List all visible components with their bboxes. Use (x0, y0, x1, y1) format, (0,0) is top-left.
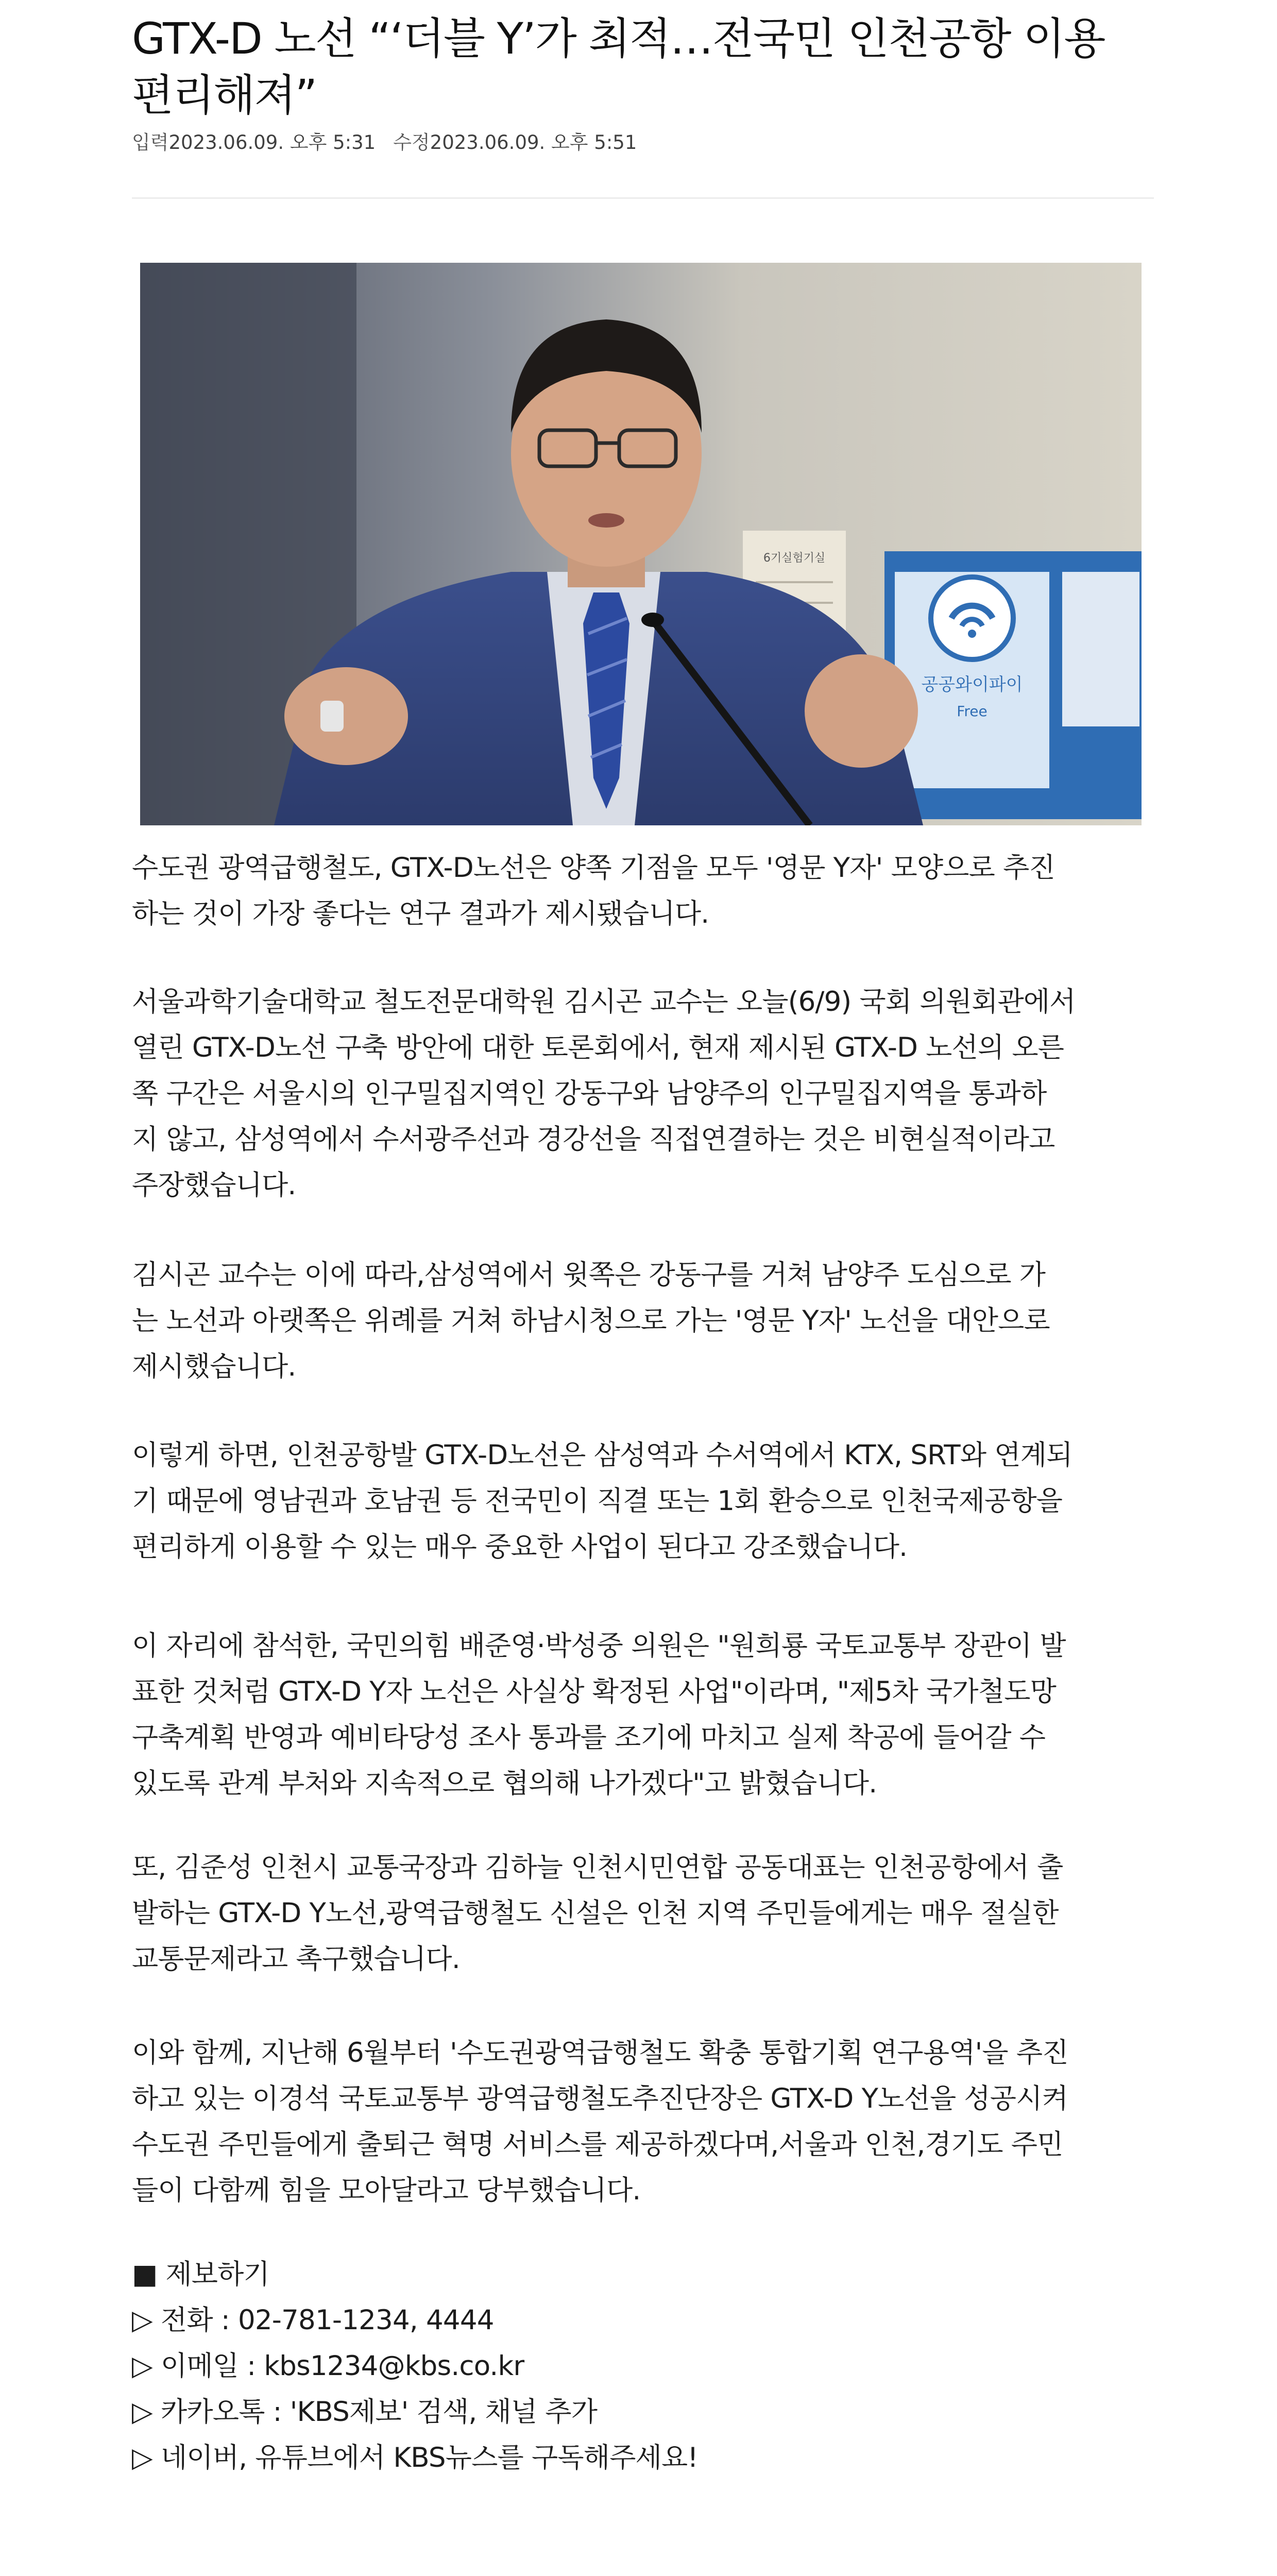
tips-heading: ■ 제보하기 (132, 2259, 269, 2290)
article-paragraph (132, 1623, 1154, 1806)
paragraph-line: 또, 김준성 인천시 교통국장과 김하늘 인천시민연합 공동대표는 인천공항에서 출 (132, 1852, 1063, 1883)
article-paragraph (132, 1252, 1154, 1389)
paragraph-line: 이렇게 하면, 인천공항발 GTX-D노선은 삼성역과 수서역에서 KTX, SRT와 연계되 (132, 1439, 1072, 1471)
tips-phone: ▷ 전화 : 02-781-1234, 4444 (132, 2304, 494, 2336)
poster-text: 공공와이파이 (921, 674, 1023, 695)
paragraph-line: 주장했습니다. (132, 1170, 296, 1201)
modified-date: 2023.06.09. 오후 5:51 (430, 131, 637, 154)
paragraph-line: 김시곤 교수는 이에 따라,삼성역에서 윗쪽은 강동구를 거쳐 남양주 도심으로 가 (132, 1259, 1046, 1291)
paragraph-line: 이 자리에 참석한, 국민의힘 배준영·박성중 의원은 "원희룡 국토교통부 장관이 발 (132, 1630, 1066, 1662)
wall-sign-text: 6기실험기실 (763, 552, 826, 565)
paragraph-line: 들이 다함께 힘을 모아달라고 당부했습니다. (132, 2175, 641, 2206)
paragraph-line: 제시했습니다. (132, 1351, 296, 1382)
paragraph-line: 서울과학기술대학교 철도전문대학원 김시곤 교수는 오늘(6/9) 국회 의원회관에서 (132, 986, 1076, 1018)
paragraph-line: 있도록 관계 부처와 지속적으로 협의해 나가겠다"고 밝혔습니다. (132, 1768, 877, 1799)
paragraph-line: 이와 함께, 지난해 6월부터 '수도권광역급행철도 확충 통합기획 연구용역'을 추진 (132, 2037, 1068, 2069)
paragraph-line: 지 않고, 삼성역에서 수서광주선과 경강선을 직접연결하는 것은 비현실적이라고 (132, 1124, 1055, 1155)
paragraph-line: 열린 GTX-D노선 구축 방안에 대한 토론회에서, 현재 제시된 GTX-D 노선의 오른 (132, 1032, 1064, 1063)
paragraph-line: 하는 것이 가장 좋다는 연구 결과가 제시됐습니다. (132, 898, 709, 929)
paragraph-line: 하고 있는 이경석 국토교통부 광역급행철도추진단장은 GTX-D Y노선을 성공시켜 (132, 2083, 1068, 2114)
paragraph-line: 편리하게 이용할 수 있는 매우 중요한 사업이 된다고 강조했습니다. (132, 1531, 908, 1563)
paragraph-line: 표한 것처럼 GTX-D Y자 노선은 사실상 확정된 사업"이라며, "제5차 국가철도망 (132, 1676, 1057, 1707)
paragraph-line: 수도권 광역급행철도, GTX-D노선은 양쪽 기점을 모두 '영문 Y자' 모양으로 추진 (132, 852, 1055, 884)
article-dates (132, 127, 637, 155)
article-paragraph (132, 845, 1154, 937)
paragraph-line: 는 노선과 아랫쪽은 위례를 거쳐 하남시청으로 가는 '영문 Y자' 노선을 대안으로 (132, 1305, 1050, 1336)
article-photo (140, 263, 1142, 825)
paragraph-line: 교통문제라고 촉구했습니다. (132, 1943, 460, 1975)
paragraph-line: 기 때문에 영남권과 호남권 등 전국민이 직결 또는 1회 환승으로 인천국제공항을 (132, 1485, 1063, 1517)
input-date: 2023.06.09. 오후 5:31 (168, 131, 376, 154)
article-paragraph (132, 979, 1154, 1208)
tips-kakao: ▷ 카카오톡 : 'KBS제보' 검색, 채널 추가 (132, 2396, 598, 2428)
tips-email[interactable]: ▷ 이메일 : kbs1234@kbs.co.kr (132, 2350, 524, 2382)
article-paragraph (132, 1844, 1154, 1982)
tips-subscribe: ▷ 네이버, 유튜브에서 KBS뉴스를 구독해주세요! (132, 2442, 698, 2473)
poster-text-2: Free (957, 703, 987, 720)
header-divider (132, 197, 1154, 199)
article-paragraph (132, 1432, 1154, 1570)
paragraph-line: 수도권 주민들에게 출퇴근 혁명 서비스를 제공하겠다며,서울과 인천,경기도 주민 (132, 2129, 1063, 2160)
paragraph-line: 쪽 구간은 서울시의 인구밀집지역인 강동구와 남양주의 인구밀집지역을 통과하 (132, 1078, 1047, 1109)
article-paragraph (132, 2030, 1154, 2213)
input-label: 입력 (132, 131, 169, 154)
paragraph-line: 구축계획 반영과 예비타당성 조사 통과를 조기에 마치고 실제 착공에 들어갈 수 (132, 1722, 1046, 1753)
article-title: GTX-D 노선 “‘더블 Y’가 최적…전국민 인천공항 이용 편리해져” (132, 13, 1105, 121)
tips-block (132, 2251, 698, 2481)
paragraph-line: 발하는 GTX-D Y노선,광역급행철도 신설은 인천 지역 주민들에게는 매우 절실한 (132, 1897, 1059, 1929)
modified-label: 수정 (393, 131, 430, 154)
